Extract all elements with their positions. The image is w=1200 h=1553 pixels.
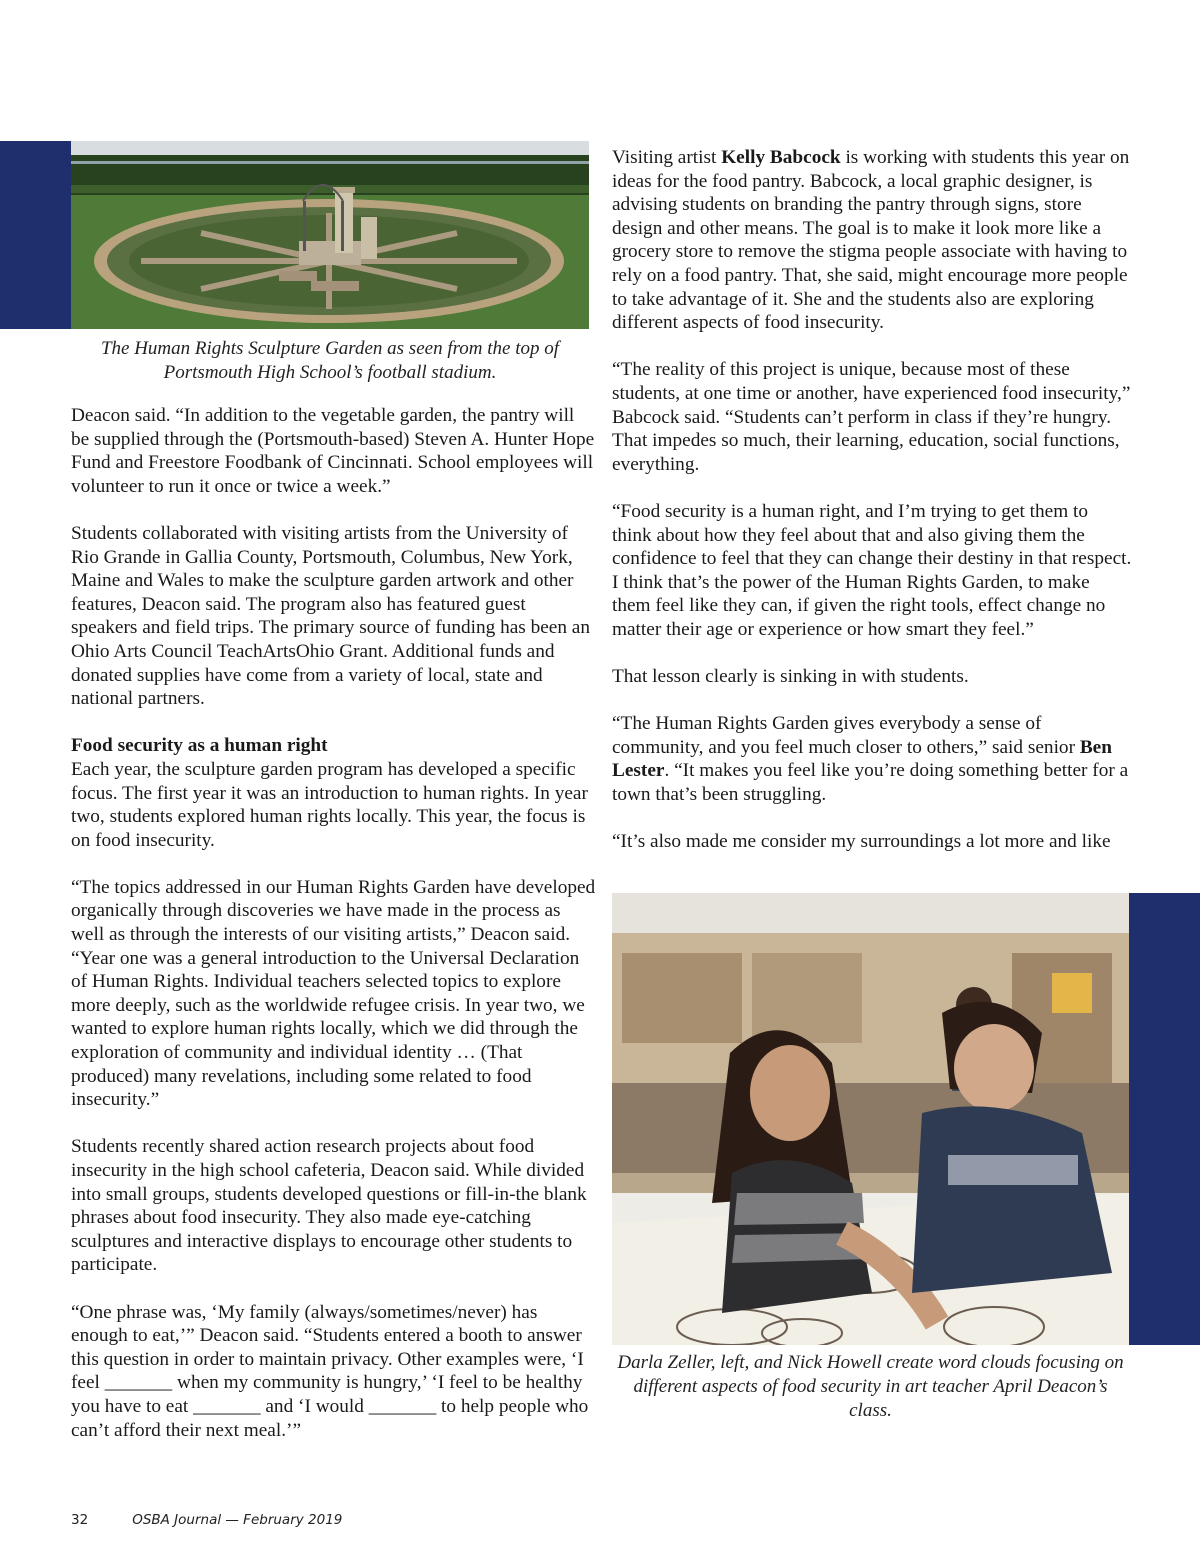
right-column <box>612 146 1132 854</box>
sculpture-garden-photo <box>71 141 589 329</box>
classroom-illustration <box>612 893 1129 1345</box>
caption-line: The Human Rights Sculpture Garden as seen from the top of <box>100 338 560 359</box>
page-number: 32 <box>71 1512 89 1528</box>
page-footer <box>71 1512 342 1528</box>
paragraph: Students recently shared action research projects about food insecurity in the high school cafeteria, Deacon said. While divided into small groups, students developed questions or fill-in-the blank phrases about food insecurity. They also made eye-catching sculptures and interactive displays to encourage other students to participate. <box>71 1136 587 1276</box>
text-run: “The Human Rights Garden gives everybody a sense of community, and you feel much closer to others,” said senior <box>612 713 1080 758</box>
sculpture-garden-illustration <box>71 141 589 329</box>
accent-bar-left <box>0 141 71 329</box>
paragraph: That lesson clearly is sinking in with students. <box>612 666 969 688</box>
caption-line: Portsmouth High School’s football stadium. <box>163 362 497 383</box>
paragraph <box>612 712 1132 806</box>
left-column <box>71 404 596 1442</box>
classroom-photo <box>612 893 1129 1345</box>
sculpture-garden-caption <box>71 337 589 385</box>
paragraph: “Food security is a human right, and I’m trying to get them to think about how they feel about that and also giving them the confidence to feel that they can change their destiny in that respect. I think that’s the power of the Human Rights Garden, to make them feel like they can, if given the right tools, effect change no matter their age or experience or how smart they feel.” <box>612 500 1132 640</box>
accent-bar-right <box>1129 893 1200 1345</box>
person-name: Kelly Babcock <box>721 147 841 168</box>
text-run: Visiting artist <box>612 147 722 168</box>
paragraph: “It’s also made me consider my surroundings a lot more and like <box>612 831 1111 853</box>
paragraph: Each year, the sculpture garden program has developed a specific focus. The first year it was an introduction to human rights. In year two, students explored human rights locally. This year, the focus is on food insecurity. <box>71 758 588 851</box>
section-heading: Food security as a human right <box>71 735 328 757</box>
text-run: . “It makes you feel like you’re doing something better for a town that’s been struggling. <box>612 760 1129 806</box>
paragraph: “The reality of this project is unique, because most of these students, at one time or another, have experienced food insecurity,” Babcock said. “Students can’t perform in class if they’re hungry. That impedes so much, their learning, education, social functions, everything. <box>612 359 1131 475</box>
paragraph: “One phrase was, ‘My family (always/sometimes/never) has enough to eat,’” Deacon said. “Students entered a booth to answer this question in order to maintain privacy. Other examples were, ‘I feel _______ when my community is hungry,’ ‘I feel to be healthy you have to eat _______ and ‘I would _______ to help people who can’t afford their next meal.’” <box>71 1301 589 1441</box>
person-name: Ben Lester <box>612 736 1112 782</box>
caption-line: Darla Zeller, left, and Nick Howell create word clouds focusing on <box>617 1352 1124 1373</box>
paragraph: “The topics addressed in our Human Rights Garden have developed organically through discoveries we have made in the process as well as through the interests of our visiting artists,” Deacon said. “Year one was a general introduction to the Universal Declaration of Human Rights. Individual teachers selected topics to explore more deeply, such as the worldwide refugee crisis. In year two, we wanted to explore human rights locally, which we did through the exploration of community and individual identity … (That produced) many revelations, including some related to food insecurity.” <box>71 876 596 1111</box>
caption-line: different aspects of food security in art teacher April Deacon’s class. <box>633 1376 1108 1421</box>
journal-title: OSBA Journal — February 2019 <box>132 1512 343 1528</box>
paragraph: Students collaborated with visiting artists from the University of Rio Grande in Gallia County, Portsmouth, Columbus, New York, Maine and Wales to make the sculpture garden artwork and other features, Deacon said. The program also has featured guest speakers and field trips. The primary source of funding has been an Ohio Arts Council TeachArtsOhio Grant. Additional funds and donated supplies have come from a variety of local, state and national partners. <box>71 522 591 710</box>
paragraph <box>612 146 1132 335</box>
classroom-caption <box>612 1351 1129 1423</box>
text-run: is working with students this year on ideas for the food pantry. Babcock, a local graphic designer, is advising students on branding the pantry through signs, store design and other means. The goal is to make it look more like a grocery store to remove the stigma people associate with having to rely on a food pantry. That, she said, might encourage more people to take advantage of it. She and the students also are exploring different aspects of food insecurity. <box>612 147 1130 334</box>
paragraph: Deacon said. “In addition to the vegetable garden, the pantry will be supplied through the (Portsmouth-based) Steven A. Hunter Hope Fund and Freestore Foodbank of Cincinnati. School employees will volunteer to run it once or twice a week.” <box>71 405 595 497</box>
